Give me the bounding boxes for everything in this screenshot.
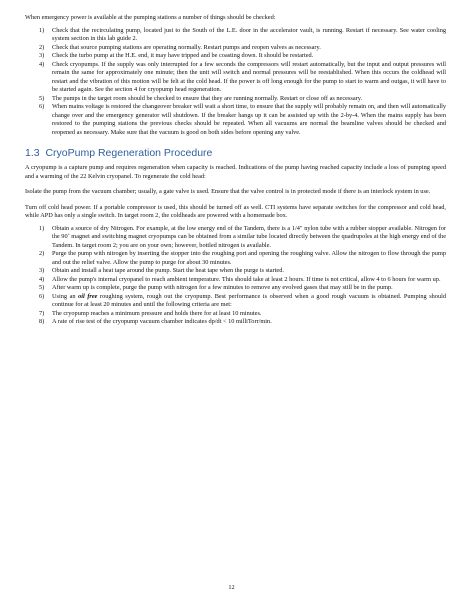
list-item <box>25 250 446 267</box>
list-item-text: A rate of rise test of the cryopump vacuum chamber indicates dp/dt < 10 milliTorr/min. <box>52 318 272 325</box>
list-item-text: Check the turbo pump at the H.E. end, it may have tripped and be coasting down. It should be restarted. <box>52 52 314 59</box>
body-paragraph: Isolate the pump from the vacuum chamber; usually, a gate valve is used. Ensure that the valve control is in protected mode if there is an interlock system in use. <box>25 188 431 195</box>
list-item-text: The pumps in the target room should be checked to ensure that they are running normally. Restart or close off as necessary. <box>52 94 363 102</box>
list-item-text: When mains voltage is restored the changeover breaker will wait a short time, to ensure that the supply will probably remain on, and then will automatically change over and the emergency generator will shutdown. If the breaker hangs up it can be assisted up with the 2-by-4. When the mains supply has been restored to the pumping stations the previous checks should be repeated. When all vacuums are normal the beamline valves should be checked and reopened as necessary. Make sure that the vacuum is good on both sides before opening any valve. <box>52 103 446 136</box>
section-number: 1.3 <box>25 147 40 159</box>
list-item <box>25 95 446 104</box>
list-item <box>25 225 446 251</box>
list-number: 1) <box>39 26 45 34</box>
regeneration-steps-list <box>25 225 446 327</box>
list-number: 5) <box>39 94 45 102</box>
list-item <box>25 61 446 95</box>
intro-paragraph: When emergency power is available at the pumping stations a number of things should be checked: <box>25 14 276 21</box>
list-item <box>25 276 446 285</box>
list-item-text: The cryopump reaches a minimum pressure and holds there for at least 10 minutes. <box>52 309 262 317</box>
emphasis-text: oil free <box>78 292 98 300</box>
list-number: 3) <box>39 267 45 274</box>
section-heading <box>25 147 446 160</box>
list-item <box>25 52 446 61</box>
list-item-text: Check cryopumps. If the supply was only interrupted for a few seconds the compressors will restart automatically, but the input and output pressures will remain the same for approximately one minute; then the unit will switch and normal pressures will be reestablished. When this occurs the coldhead will restart and the vibration of this motion will be felt at the cold head. If the power is off long enough for the pump to start to warm and outgas, it will have to be started again. See the section 4 for cryopump head regeneration. <box>52 60 446 93</box>
list-item <box>25 293 446 310</box>
list-item <box>25 267 446 276</box>
list-item <box>25 284 446 293</box>
list-number: 8) <box>39 318 45 325</box>
list-number: 2) <box>39 43 45 51</box>
emergency-checks-list <box>25 27 446 138</box>
list-item-text: Check that source pumping stations are operating normally. Restart pumps and reopen valves as necessary. <box>52 43 321 51</box>
list-item-text: Obtain a source of dry Nitrogen. For example, at the low energy end of the Tandem, there is a 1/4" nylon tube with a rubber stopper available. Nitrogen for the 90˚ magnet and switching magnet cryopumps can be obtained from a similar tube located directly between the quadrupoles at the high energy end of the Tandem. In target room 2; you are on your own; however, bottled nitrogen is available. <box>52 224 446 249</box>
list-number: 4) <box>39 275 45 283</box>
body-paragraph: Turn off cold head power. If a portable compressor is used, this should be turned off as well. CTI systems have separate switches for the compressor and cold head, while APD has only a single switch. In target room 2, the coldheads are powered with a homemade box. <box>25 203 446 219</box>
list-item-text: After warm up is complete, purge the pump with nitrogen for a few minutes to remove any evolved gases that may still be in the pump. <box>52 284 393 291</box>
body-paragraph: A cryopump is a capture pump and requires regeneration when capacity is reached. Indications of the pump having reached capacity include a loss of pumping speed and a warming of the 22 Kelvin cryopanel. To regenerate the cold head: <box>25 164 446 180</box>
list-item-text: Obtain and install a heat tape around the pump. Start the heat tape when the purge is started. <box>52 267 284 274</box>
list-item-text: Check that the recirculating pump, located just to the South of the L.E. door in the accelerator vault, is running. Restart if necessary. See water cooling system section in this lab guide 2. <box>52 26 446 42</box>
list-item <box>25 27 446 44</box>
list-number: 7) <box>39 309 45 317</box>
list-number: 6) <box>39 292 45 300</box>
list-item <box>25 310 446 319</box>
list-item <box>25 103 446 137</box>
list-number: 3) <box>39 52 45 59</box>
page-content <box>25 14 446 327</box>
list-item <box>25 318 446 327</box>
list-item-text: Purge the pump with nitrogen by inserting the stopper into the roughing port and opening the roughing valve. Allow the nitrogen to flow through the pump and out the relief valve. Allow the pump to purge for about 30 minutes. <box>52 250 446 266</box>
page-number: 12 <box>228 584 235 591</box>
list-number: 1) <box>39 224 45 232</box>
list-number: 5) <box>39 284 45 291</box>
list-item-text-start: Using an <box>52 292 79 300</box>
list-number: 2) <box>39 250 45 257</box>
list-item-text: Allow the pump's internal cryopanel to reach ambient temperature. This should take at least 2 hours. If time is not critical, allow 4 to 6 hours for warm up. <box>52 275 441 283</box>
section-title: CryoPump Regeneration Procedure <box>45 147 213 159</box>
list-number: 4) <box>39 60 45 68</box>
list-item-text-end: roughing system, rough out the cryopump. Best performance is observed when a good rough vacuum is obtained. Pumping should continue for at least 20 minutes and until the following criteria are met: <box>52 292 446 308</box>
list-number: 6) <box>39 103 45 110</box>
list-item <box>25 44 446 53</box>
